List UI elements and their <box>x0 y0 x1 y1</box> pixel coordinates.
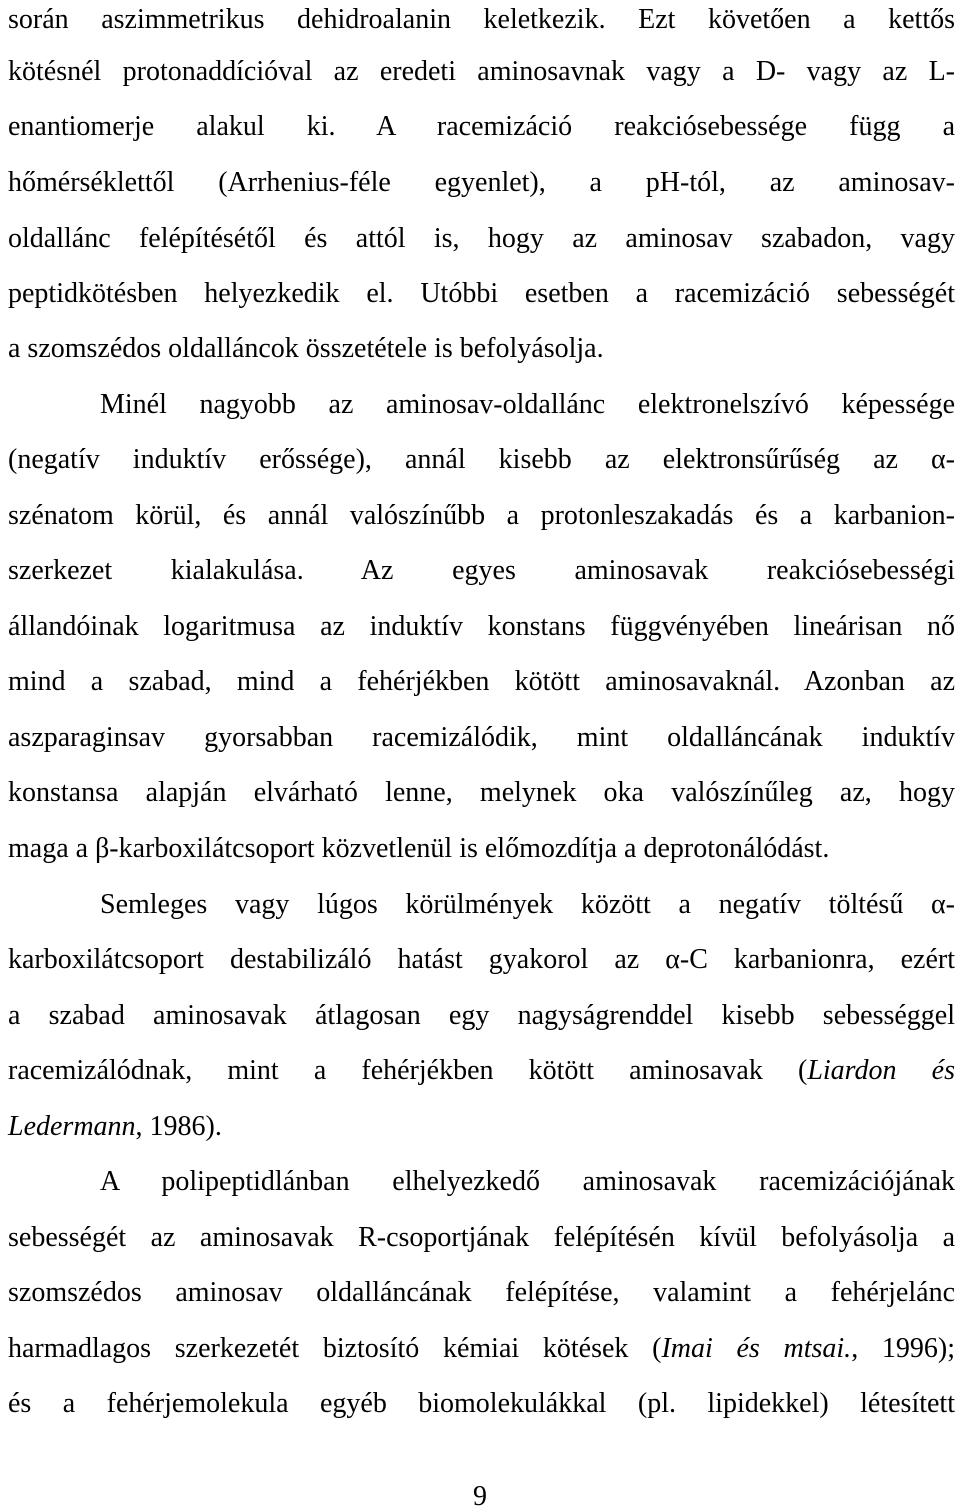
text-line: sebességét az aminosavak R-csoportjának felépítésén kívül befolyásolja a <box>8 1222 955 1253</box>
text-line: oldallánc felépítésétől és attól is, hogy az aminosav szabadon, vagy <box>8 223 955 254</box>
text-line: szomszédos aminosav oldalláncának felépítése, valamint a fehérjelánc <box>8 1277 955 1308</box>
text-line: szerkezet kialakulása. Az egyes aminosavak reakciósebességi <box>8 555 955 586</box>
citation-authors: Ledermann <box>8 1111 136 1142</box>
text-line-with-citation <box>8 1329 955 1369</box>
text-line: peptidkötésben helyezkedik el. Utóbbi esetben a racemizáció sebességét <box>8 278 955 309</box>
text-line-with-citation <box>8 1051 955 1091</box>
text-line-with-citation <box>8 1107 955 1147</box>
paragraph-first-line: Minél nagyobb az aminosav-oldallánc elektronelszívó képessége <box>100 389 955 420</box>
page-number: 9 <box>473 1481 487 1512</box>
paragraph-first-line: Semleges vagy lúgos körülmények között a negatív töltésű α- <box>100 889 955 920</box>
text-span: racemizálódnak, mint a fehérjékben kötött aminosavak ( <box>8 1055 808 1086</box>
text-line: konstansa alapján elvárható lenne, melynek oka valószínűleg az, hogy <box>8 777 955 808</box>
text-line: maga a β-karboxilátcsoport közvetlenül is előmozdítja a deprotonálódást. <box>8 833 830 864</box>
text-span: , 1996); <box>851 1333 955 1364</box>
text-line: aszparaginsav gyorsabban racemizálódik, mint oldalláncának induktív <box>8 722 955 753</box>
paragraph-first-line: A polipeptidlánban elhelyezkedő aminosavak racemizációjának <box>100 1166 955 1197</box>
text-line: karboxilátcsoport destabilizáló hatást gyakorol az α-C karbanionra, ezért <box>8 944 955 975</box>
text-span: , 1986). <box>135 1111 222 1142</box>
text-line: szénatom körül, és annál valószínűbb a protonleszakadás és a karbanion- <box>8 500 955 531</box>
text-line: mind a szabad, mind a fehérjékben kötött aminosavaknál. Azonban az <box>8 666 955 697</box>
text-line: enantiomerje alakul ki. A racemizáció reakciósebessége függ a <box>8 111 955 142</box>
text-line: során aszimmetrikus dehidroalanin keletkezik. Ezt követően a kettős <box>8 4 955 35</box>
text-line: a szabad aminosavak átlagosan egy nagyságrenddel kisebb sebességgel <box>8 1000 955 1031</box>
text-line: és a fehérjemolekula egyéb biomolekulákkal (pl. lipidekkel) létesített <box>8 1388 955 1419</box>
text-line: a szomszédos oldalláncok összetétele is befolyásolja. <box>8 333 604 364</box>
text-line: kötésnél protonaddícióval az eredeti aminosavnak vagy a D- vagy az L- <box>8 56 955 87</box>
text-line: állandóinak logaritmusa az induktív konstans függvényében lineárisan nő <box>8 611 955 642</box>
citation-authors: Imai és mtsai. <box>661 1333 852 1364</box>
text-span: harmadlagos szerkezetét biztosító kémiai kötések ( <box>8 1333 662 1364</box>
text-line: (negatív induktív erőssége), annál kisebb az elektronsűrűség az α- <box>8 444 955 475</box>
citation-authors: Liardon és <box>807 1055 955 1086</box>
text-line: hőmérséklettől (Arrhenius-féle egyenlet), a pH-tól, az aminosav- <box>8 167 955 198</box>
